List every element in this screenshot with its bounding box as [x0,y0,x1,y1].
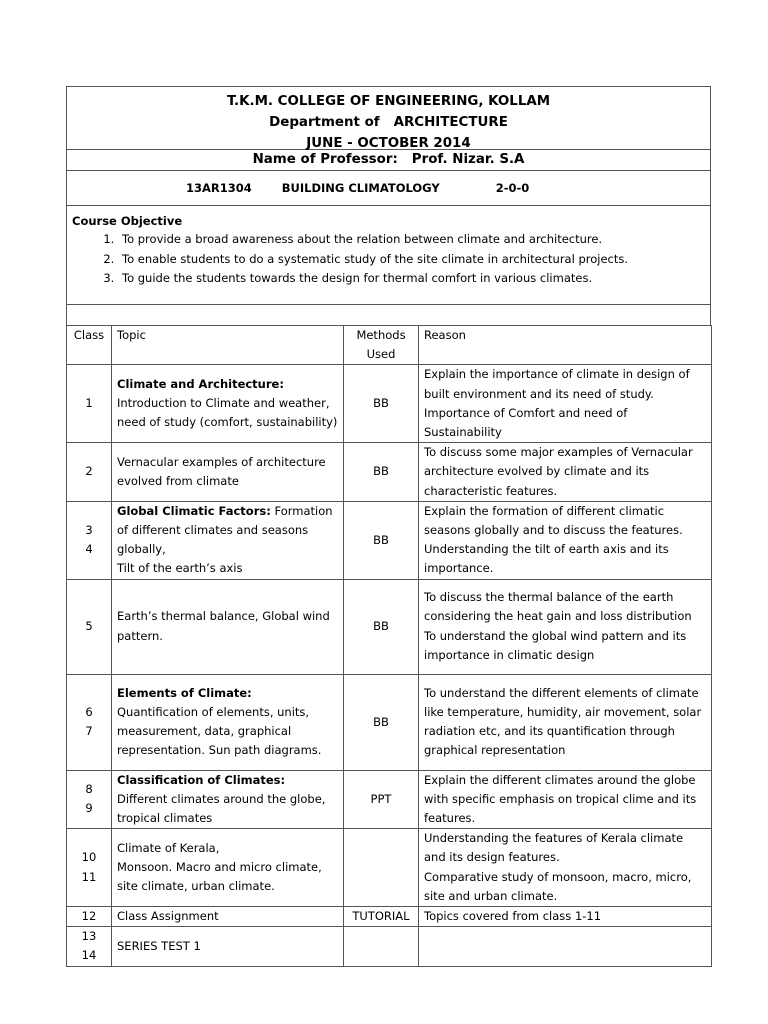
schedule-table [66,325,712,967]
header-class: Class [67,326,112,365]
reason-cell: To understand the different elements of climate like temperature, humidity, air movement, solar radiation etc, and its quantification through graphical representation [419,674,712,770]
method-cell: BB [344,501,419,579]
topic-cell [112,501,344,579]
table-row [67,443,712,502]
reason-cell: To discuss some major examples of Vernacular architecture evolved by climate and its characteristic features. [419,443,712,502]
header-block [66,86,711,325]
reason-cell [419,927,712,966]
course-code: 13AR1304 [186,181,252,195]
class-number: 10 11 [67,829,112,907]
table-row [67,770,712,829]
method-cell: BB [344,443,419,502]
method-cell: BB [344,579,419,674]
reason-cell: To discuss the thermal balance of the earth considering the heat gain and loss distribution To understand the global wind pattern and its importance in climatic design [419,579,712,674]
method-cell: BB [344,674,419,770]
topic-cell [112,443,344,502]
header-title [67,87,710,149]
college-name: T.K.M. COLLEGE OF ENGINEERING, KOLLAM [226,94,551,109]
table-row [67,674,712,770]
topic-text: Quantification of elements, units, measurement, data, graphical representation. Sun path diagrams. [117,704,322,758]
header-topic: Topic [112,326,344,365]
table-row [67,829,712,907]
class-number: 8 9 [67,770,112,829]
method-cell: PPT [344,770,419,829]
method-cell [344,829,419,907]
reason-cell: Topics covered from class 1-11 [419,907,712,927]
method-cell [344,927,419,966]
topic-heading: Classification of Climates: [117,772,286,787]
reason-cell: Explain the different climates around the globe with specific emphasis on tropical clime and its features. [419,770,712,829]
topic-heading: Elements of Climate: [117,685,252,700]
topic-heading: Climate and Architecture: [117,377,284,391]
topic-text: Climate of Kerala, Monsoon. Macro and micro climate, site climate, urban climate. [117,840,322,894]
header-methods: Methods Used [344,326,419,365]
topic-cell [112,770,344,829]
class-number: 2 [67,443,112,502]
course-line [67,170,710,205]
blank-row [67,304,710,325]
course-credits: 2-0-0 [495,181,530,195]
class-number: 12 [67,907,112,927]
objective-title: Course Objective [72,214,183,228]
topic-cell [112,674,344,770]
topic-cell [112,907,344,927]
class-number: 13 14 [67,927,112,966]
table-row [67,907,712,927]
table-header-row [67,326,712,365]
class-number: 5 [67,579,112,674]
reason-cell: Explain the importance of climate in design of built environment and its need of study. Importance of Comfort and need of Sustainability [419,365,712,443]
method-cell: TUTORIAL [344,907,419,927]
course-name: BUILDING CLIMATOLOGY [281,181,440,195]
class-number: 6 7 [67,674,112,770]
table-row [67,501,712,579]
topic-cell [112,579,344,674]
syllabus-page [66,86,711,967]
topic-text: Vernacular examples of architecture evolved from climate [117,454,326,489]
table-row [67,579,712,674]
topic-text: SERIES TEST 1 [117,938,201,953]
topic-cell [112,927,344,966]
professor-name: Name of Professor: Prof. Nizar. S.A [67,149,710,170]
table-row [67,927,712,966]
class-number: 1 [67,365,112,443]
course-objective [67,205,710,304]
topic-text: Different climates around the globe, tropical climates [117,791,326,826]
topic-text: Introduction to Climate and weather, need of study (comfort, sustainability) [117,396,338,430]
topic-text: Formation of different climates and seasons globally, Tilt of the earth’s axis [117,503,333,576]
topic-cell [112,829,344,907]
header-reason: Reason [419,326,712,365]
class-number: 3 4 [67,501,112,579]
objective-item: 1. To provide a broad awareness about the relation between climate and architecture. [118,230,710,250]
objective-list [72,230,710,289]
method-cell: BB [344,365,419,443]
objective-item: 3. To guide the students towards the design for thermal comfort in various climates. [118,269,710,289]
topic-text: Earth’s thermal balance, Global wind pattern. [117,609,330,643]
objective-item: 2. To enable students to do a systematic study of the site climate in architectural projects. [118,250,710,270]
table-row [67,365,712,443]
topic-heading: Global Climatic Factors: [117,503,271,518]
topic-cell [112,365,344,443]
reason-cell: Understanding the features of Kerala climate and its design features. Comparative study of monsoon, macro, micro, site and urban climate. [419,829,712,907]
reason-cell: Explain the formation of different climatic seasons globally and to discuss the features. Understanding the tilt of earth axis and its importance. [419,501,712,579]
topic-text: Class Assignment [117,909,219,924]
department-name: Department of ARCHITECTURE [269,115,508,130]
term: JUNE - OCTOBER 2014 [306,136,471,151]
